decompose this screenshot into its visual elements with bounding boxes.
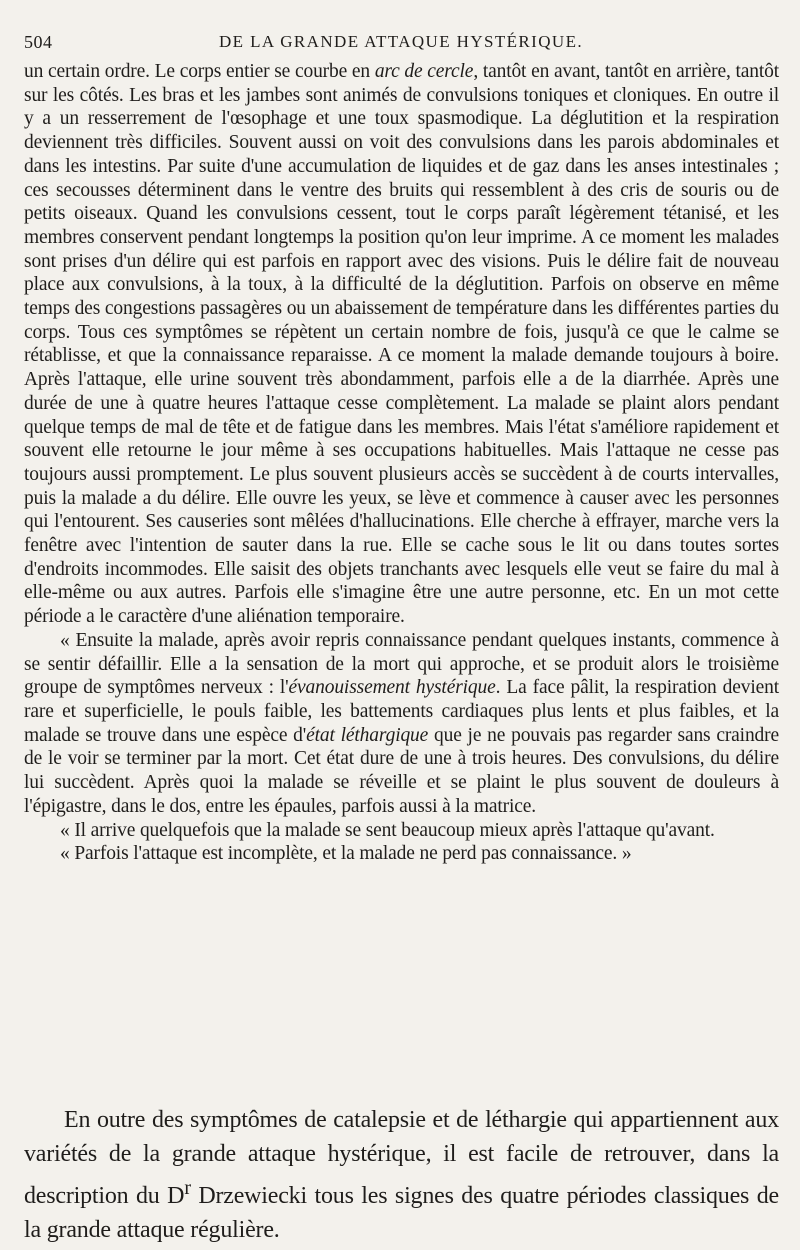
conclusion-text-part: En outre des symptômes de catalepsie et de léthargie qui appartiennent aux variétés de la grande attaque hystérique, il est facile de retrouver, dans la description du D (24, 1107, 779, 1209)
paragraph-evanouissement (24, 629, 779, 819)
page-header (24, 32, 778, 54)
italic-term-evanouissement: évanouissement hystérique (288, 677, 496, 699)
page-number: 504 (24, 32, 53, 52)
paragraph-amelioration: « Il arrive quelquefois que la malade se sent beaucoup mieux après l'attaque qu'avant. (60, 819, 715, 841)
italic-term-etat-lethargique: état léthargique (306, 724, 429, 746)
conclusion-paragraph (24, 1103, 779, 1247)
doctor-abbreviation-superscript: r (184, 1177, 191, 1199)
italic-term-arc-de-cercle: arc de cercle (374, 61, 474, 82)
conclusion-text-part: Drzewiecki tous les signes des quatre périodes classiques de la grande attaque régulière. (24, 1183, 779, 1243)
running-title: DE LA GRANDE ATTAQUE HYSTÉRIQUE. (218, 32, 584, 51)
paragraph-text: , tantôt en avant, tantôt en arrière, tantôt sur les côtés. Les bras et les jambes sont animés de convulsions toniques et cloniques. En outre il y a un resserrement de l'œsophage et une toux spasmodique. La déglutition et la respiration deviennent très difficiles. Souvent aussi on voit des convulsions dans les parois abdominales et dans les intestins. Par suite d'une accumulation de liquides et de gaz dans les anses intestinales ; ces secousses déterminent dans le ventre des bruits qui ressemblent à des cris de souris ou de petits oiseaux. Quand les convulsions cessent, tout le corps paraît légèrement tétanisé, et les membres conservent pendant longtemps la position qu'on leur imprime. A ce moment les malades sont prises d'un délire qui est parfois en rapport avec des visions. Puis le délire fait de nouveau place aux convulsions, à la toux, à la difficulté de la déglutition. Parfois on observe en même temps des congestions passagères ou un abaissement de température dans les différentes parties du corps. Tous ces symptômes se répètent un certain nombre de fois, jusqu'à ce que le calme se rétablisse, et que la connaissance reparaisse. A ce moment la malade demande toujours à boire. Après l'attaque, elle urine souvent très abondamment, parfois elle a de la diarrhée. Après une durée de une à quatre heures l'attaque cesse complètement. La malade se plaint alors pendant quelque temps de mal de tête et de fatigue dans les membres. Mais l'état s'améliore rapidement et souvent elle retourne le jour même à ses occupations habituelles. Mais l'attaque ne cesse pas toujours aussi promptement. Le plus souvent plusieurs accès se succèdent à de courts intervalles, puis la malade a du délire. Elle ouvre les yeux, se lève et commence à causer avec les personnes qui l'entourent. Ses causeries sont mêlées d'hallucinations. Elle cherche à effrayer, marche vers la fenêtre avec l'intention de sauter dans la rue. Elle se cache sous le lit ou dans toutes sortes d'endroits incommodes. Elle saisit des objets tranchants avec lesquels elle veut se faire du mal à elle-même ou aux autres. Parfois elle s'imagine être une autre personne, etc. En un mot cette période a le caractère d'une aliénation temporaire. (24, 61, 779, 628)
paragraph-attaque-incomplete: « Parfois l'attaque est incomplète, et la malade ne perd pas connaissance. » (60, 843, 632, 865)
conclusion-text (24, 1103, 779, 1247)
quoted-body-text (24, 60, 779, 866)
paragraph-text: un certain ordre. Le corps entier se courbe en (24, 61, 375, 82)
paragraph-text: « Ensuite la malade, après avoir repris connaissance pendant quelques instants, commence à se sentir défaillir. Elle a la sensation de la mort qui approche, et se produit alors le troisième groupe de symptômes nerveux : l' (24, 629, 779, 699)
paragraph-continued (24, 60, 779, 629)
paragraph-text: que je ne pouvais pas regarder sans craindre de le voir se terminer par la mort. Cet état dure de une à trois heures. Des convulsions, du délire lui succèdent. Après quoi la malade se réveille et se plaint le plus souvent de douleurs à l'épigastre, dans le dos, entre les épaules, parfois aussi à la matrice. (24, 724, 780, 817)
paragraph-text: . La face pâlit, la respiration devient rare et superficielle, le pouls faible, les battements cardiaques plus lents et plus faibles, et la malade se trouve dans une espèce d' (24, 677, 779, 746)
